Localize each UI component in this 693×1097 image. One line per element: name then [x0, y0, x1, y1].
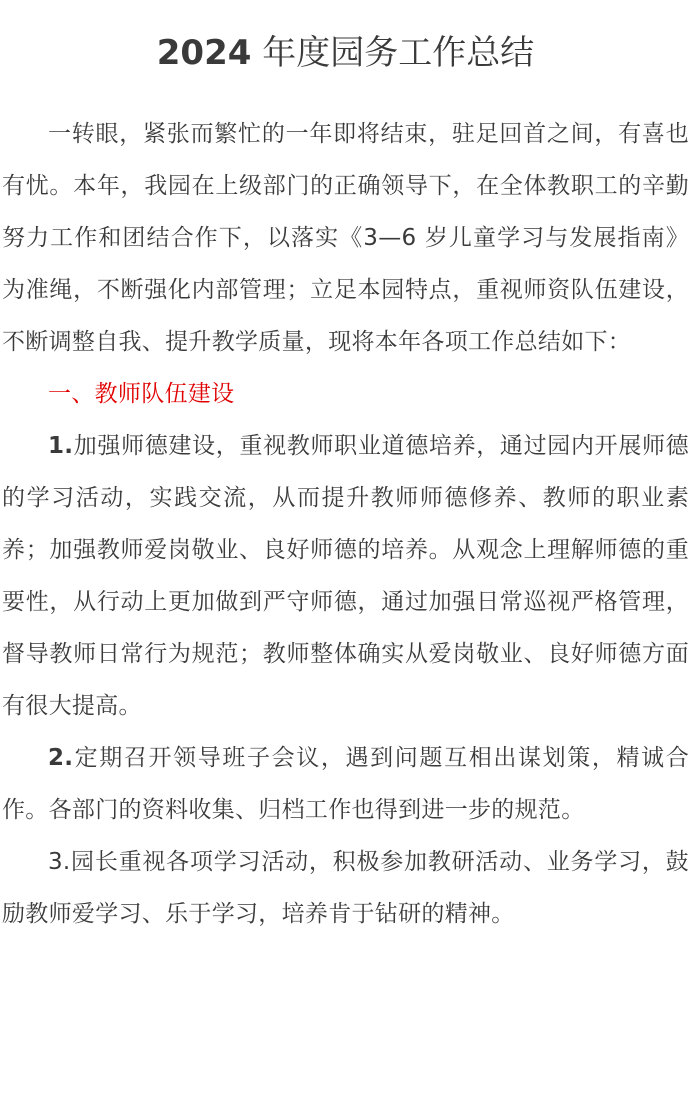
intro-paragraph: 一转眼，紧张而繁忙的一年即将结束，驻足回首之间，有喜也有忧。本年，我园在上级部门的正确领导下，在全体教职工的辛勤努力工作和团结合作下，以落实《3—6 岁儿童学习与发展指南》为准绳，不断强化内部管理；立足本园特点，重视师资队伍建设，不断调整自我、提升教学质量，现将本年各项工作总结如下：: [2, 121, 689, 355]
item-3-paragraph: 3.园长重视各项学习活动，积极参加教研活动、业务学习，鼓励教师爱学习、乐于学习，培养肯于钻研的精神。: [2, 849, 689, 927]
title-text: 年度园务工作总结: [251, 33, 535, 73]
item-1-number: 1.: [48, 433, 74, 459]
item-1-text: 加强师德建设，重视教师职业道德培养，通过园内开展师德的学习活动，实践交流，从而提升教师师德修养、教师的职业素养；加强教师爱岗敬业、良好师德的培养。从观念上理解师德的重要性，从行动上更加做到严守师德，通过加强日常巡视严格管理，督导教师日常行为规范；教师整体确实从爱岗敬业、良好师德方面有很大提高。: [2, 433, 689, 719]
section-heading-teacher-team: 一、教师队伍建设: [48, 381, 235, 407]
item-1-paragraph: [2, 420, 689, 732]
item-2-paragraph: [2, 732, 689, 836]
title-year: 2024: [156, 33, 252, 73]
item-2-number: 2.: [48, 745, 74, 771]
item-2-text: 定期召开领导班子会议，遇到问题互相出谋划策，精诚合作。各部门的资料收集、归档工作也得到进一步的规范。: [2, 745, 689, 823]
document-title: [2, 28, 689, 78]
